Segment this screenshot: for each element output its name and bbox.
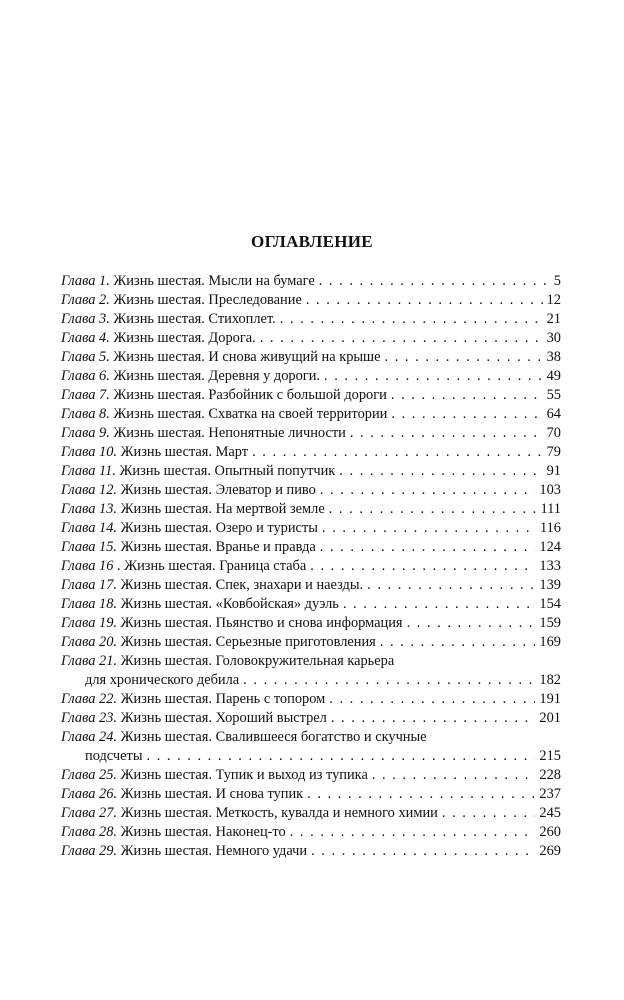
toc-page-number: 169 bbox=[539, 634, 561, 650]
toc-entry bbox=[61, 519, 561, 538]
toc-chapter-number: Глава 5. bbox=[61, 349, 110, 365]
toc-chapter-title: Жизнь шестая. Преследование bbox=[109, 292, 302, 308]
toc-chapter-number: Глава 12. bbox=[61, 482, 117, 498]
toc-leader-dots bbox=[243, 671, 535, 690]
toc-chapter-title: Жизнь шестая. Деревня у дороги. bbox=[109, 368, 321, 384]
toc-page-number: 191 bbox=[539, 691, 561, 707]
toc-chapter-number: Глава 28. bbox=[61, 824, 117, 840]
toc-leader-dots bbox=[324, 367, 543, 386]
toc-page-number: 30 bbox=[546, 330, 561, 346]
toc-chapter-number: Глава 2. bbox=[61, 292, 110, 308]
toc-chapter-title: Жизнь шестая. И снова тупик bbox=[117, 786, 304, 802]
toc-entry bbox=[61, 310, 561, 329]
toc-chapter-title: Жизнь шестая. Немного удачи bbox=[117, 843, 308, 859]
toc-leader-dots bbox=[407, 614, 536, 633]
toc-entry bbox=[61, 728, 561, 766]
toc-page-number: 182 bbox=[539, 672, 561, 688]
toc-page-number: 245 bbox=[539, 805, 561, 821]
toc-leader-dots bbox=[311, 842, 535, 861]
toc-entry bbox=[61, 462, 561, 481]
toc-page-number: 21 bbox=[546, 311, 561, 327]
toc-chapter-number: Глава 6. bbox=[61, 368, 110, 384]
toc-chapter-number: Глава 14. bbox=[61, 520, 117, 536]
toc-chapter-title: . Жизнь шестая. Граница стаба bbox=[113, 558, 307, 574]
toc-chapter-title: Жизнь шестая. Серьезные приготовления bbox=[117, 634, 376, 650]
toc-chapter-number: Глава 8. bbox=[61, 406, 110, 422]
toc-page-number: 49 bbox=[546, 368, 561, 384]
toc-entry bbox=[61, 329, 561, 348]
toc-chapter-number: Глава 7. bbox=[61, 387, 110, 403]
toc-chapter-number: Глава 13. bbox=[61, 501, 117, 517]
toc-leader-dots bbox=[442, 804, 536, 823]
toc-entry bbox=[61, 804, 561, 823]
toc-leader-dots bbox=[319, 272, 550, 291]
toc-page-number: 154 bbox=[539, 596, 561, 612]
toc-chapter-title: Жизнь шестая. Опытный попутчик bbox=[115, 463, 336, 479]
toc-entry bbox=[61, 614, 561, 633]
toc-page-number: 55 bbox=[546, 387, 561, 403]
toc-page-number: 111 bbox=[540, 501, 561, 517]
toc-entry bbox=[61, 481, 561, 500]
toc-entry bbox=[61, 576, 561, 595]
toc-page-number: 237 bbox=[539, 786, 561, 802]
toc-entry bbox=[61, 272, 561, 291]
toc-page-number: 70 bbox=[546, 425, 561, 441]
toc-chapter-number: Глава 27. bbox=[61, 805, 117, 821]
toc-leader-dots bbox=[320, 538, 536, 557]
toc-chapter-number: Глава 11. bbox=[61, 463, 116, 479]
toc-chapter-number: Глава 26. bbox=[61, 786, 117, 802]
toc-leader-dots bbox=[380, 633, 536, 652]
toc-chapter-title: Жизнь шестая. Схватка на своей территории bbox=[109, 406, 388, 422]
toc-chapter-number: Глава 1. bbox=[61, 273, 110, 289]
toc-entry bbox=[61, 595, 561, 614]
toc-chapter-title: Жизнь шестая. И снова живущий на крыше bbox=[109, 349, 381, 365]
toc-page-number: 159 bbox=[539, 615, 561, 631]
toc-page-number: 103 bbox=[539, 482, 561, 498]
toc-chapter-title: Жизнь шестая. На мертвой земле bbox=[117, 501, 325, 517]
toc-entry bbox=[61, 538, 561, 557]
toc-chapter-title: Жизнь шестая. Парень с топором bbox=[117, 691, 326, 707]
toc-entry bbox=[61, 348, 561, 367]
toc-chapter-number: Глава 16 bbox=[61, 558, 114, 574]
toc-chapter-number: Глава 4. bbox=[61, 330, 110, 346]
toc-entry bbox=[61, 785, 561, 804]
toc-leader-dots bbox=[343, 595, 536, 614]
toc-chapter-title: Жизнь шестая. Наконец-то bbox=[117, 824, 286, 840]
toc-leader-dots bbox=[290, 823, 536, 842]
table-of-contents bbox=[61, 272, 561, 861]
toc-page-number: 215 bbox=[539, 748, 561, 764]
toc-page-number: 201 bbox=[539, 710, 561, 726]
toc-leader-dots bbox=[310, 557, 535, 576]
toc-entry bbox=[61, 424, 561, 443]
toc-chapter-title: Жизнь шестая. Стихоплет. bbox=[109, 311, 276, 327]
toc-chapter-number: Глава 25. bbox=[61, 767, 117, 783]
toc-chapter-number: Глава 23. bbox=[61, 710, 117, 726]
toc-chapter-number: Глава 29. bbox=[61, 843, 117, 859]
toc-chapter-number: Глава 18. bbox=[61, 596, 117, 612]
toc-chapter-title: Жизнь шестая. Элеватор и пиво bbox=[117, 482, 316, 498]
toc-leader-dots bbox=[367, 576, 535, 595]
toc-leader-dots bbox=[385, 348, 543, 367]
toc-title: ОГЛАВЛЕНИЕ bbox=[251, 232, 373, 251]
toc-chapter-title: Жизнь шестая. Хороший выстрел bbox=[117, 710, 327, 726]
toc-chapter-title: Жизнь шестая. Свалившееся богатство и скучные bbox=[117, 729, 427, 745]
toc-leader-dots bbox=[306, 291, 543, 310]
toc-chapter-title: Жизнь шестая. Дорога. bbox=[109, 330, 256, 346]
toc-entry bbox=[61, 633, 561, 652]
toc-leader-dots bbox=[329, 500, 537, 519]
toc-chapter-number: Глава 3. bbox=[61, 311, 110, 327]
toc-page-number: 116 bbox=[539, 520, 561, 536]
toc-chapter-number: Глава 22. bbox=[61, 691, 117, 707]
toc-leader-dots bbox=[147, 747, 536, 766]
toc-chapter-title: Жизнь шестая. Головокружительная карьера bbox=[117, 653, 395, 669]
toc-page-number: 5 bbox=[553, 273, 561, 289]
toc-page-number: 260 bbox=[539, 824, 561, 840]
toc-leader-dots bbox=[329, 690, 535, 709]
toc-entry bbox=[61, 386, 561, 405]
toc-entry bbox=[61, 500, 561, 519]
toc-entry bbox=[61, 823, 561, 842]
toc-page-number: 269 bbox=[539, 843, 561, 859]
toc-leader-dots bbox=[339, 462, 542, 481]
toc-page-number: 64 bbox=[546, 406, 561, 422]
toc-chapter-title: Жизнь шестая. Спек, знахари и наезды. bbox=[117, 577, 364, 593]
toc-chapter-title: Жизнь шестая. Разбойник с большой дороги bbox=[109, 387, 387, 403]
toc-page-number: 124 bbox=[539, 539, 561, 555]
toc-page-number: 38 bbox=[546, 349, 561, 365]
toc-leader-dots bbox=[260, 329, 543, 348]
toc-entry bbox=[61, 405, 561, 424]
toc-chapter-title: для хронического дебила bbox=[85, 672, 240, 688]
toc-chapter-title: подсчеты bbox=[85, 748, 143, 764]
toc-chapter-title: Жизнь шестая. Пьянство и снова информация bbox=[117, 615, 403, 631]
toc-chapter-title: Жизнь шестая. «Ковбойская» дуэль bbox=[117, 596, 339, 612]
toc-chapter-title: Жизнь шестая. Непонятные личности bbox=[109, 425, 346, 441]
toc-leader-dots bbox=[391, 386, 543, 405]
toc-leader-dots bbox=[252, 443, 543, 462]
toc-leader-dots bbox=[391, 405, 542, 424]
toc-entry bbox=[61, 766, 561, 785]
toc-page-number: 12 bbox=[546, 292, 561, 308]
toc-leader-dots bbox=[322, 519, 536, 538]
toc-leader-dots bbox=[331, 709, 536, 728]
toc-chapter-title: Жизнь шестая. Март bbox=[117, 444, 249, 460]
toc-entry bbox=[61, 557, 561, 576]
toc-chapter-number: Глава 24. bbox=[61, 729, 117, 745]
toc-chapter-title: Жизнь шестая. Озеро и туристы bbox=[117, 520, 318, 536]
toc-entry bbox=[61, 690, 561, 709]
toc-page-number: 133 bbox=[539, 558, 561, 574]
toc-leader-dots bbox=[307, 785, 535, 804]
toc-chapter-number: Глава 20. bbox=[61, 634, 117, 650]
toc-chapter-title: Жизнь шестая. Вранье и правда bbox=[117, 539, 316, 555]
toc-leader-dots bbox=[350, 424, 543, 443]
toc-entry bbox=[61, 842, 561, 861]
toc-leader-dots bbox=[320, 481, 536, 500]
toc-page-number: 139 bbox=[539, 577, 561, 593]
toc-entry bbox=[61, 709, 561, 728]
toc-chapter-number: Глава 9. bbox=[61, 425, 110, 441]
toc-chapter-number: Глава 17. bbox=[61, 577, 117, 593]
toc-chapter-title: Жизнь шестая. Тупик и выход из тупика bbox=[117, 767, 368, 783]
toc-chapter-title: Жизнь шестая. Меткость, кувалда и немного химии bbox=[117, 805, 438, 821]
toc-leader-dots bbox=[372, 766, 536, 785]
toc-page-number: 91 bbox=[546, 463, 561, 479]
toc-chapter-number: Глава 19. bbox=[61, 615, 117, 631]
toc-chapter-number: Глава 15. bbox=[61, 539, 117, 555]
toc-entry bbox=[61, 367, 561, 386]
toc-entry bbox=[61, 443, 561, 462]
toc-page-number: 228 bbox=[539, 767, 561, 783]
toc-leader-dots bbox=[280, 310, 543, 329]
toc-chapter-title: Жизнь шестая. Мысли на бумаге bbox=[109, 273, 315, 289]
toc-chapter-number: Глава 10. bbox=[61, 444, 117, 460]
toc-entry bbox=[61, 291, 561, 310]
toc-page-number: 79 bbox=[546, 444, 561, 460]
toc-entry bbox=[61, 652, 561, 690]
toc-chapter-number: Глава 21. bbox=[61, 653, 117, 669]
